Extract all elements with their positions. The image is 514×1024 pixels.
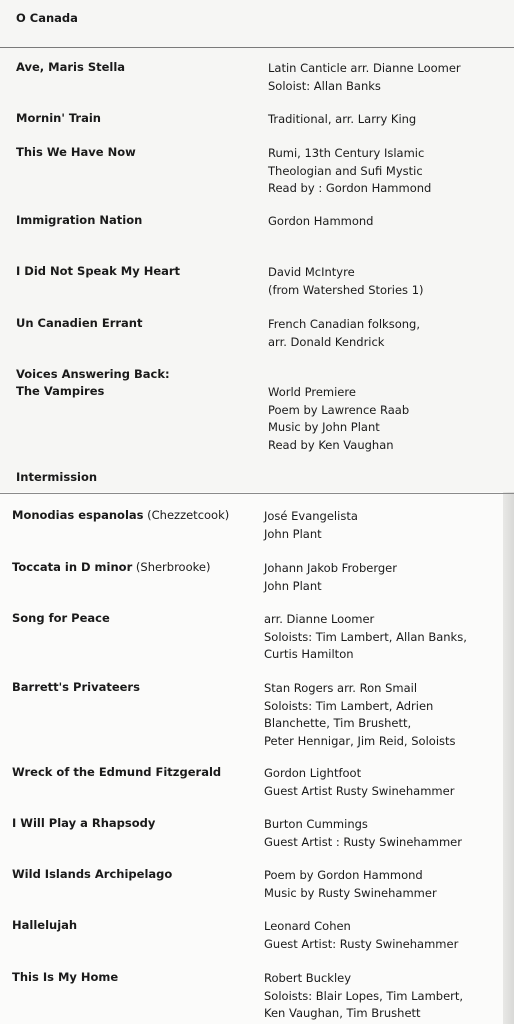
piece-details: [268, 111, 416, 129]
piece-details: [264, 970, 463, 1023]
piece-details: [268, 213, 373, 231]
piece-detail-line: Ken Vaughan, Tim Brushett: [264, 1006, 421, 1020]
piece-detail-line: (from Watershed Stories 1): [268, 282, 424, 297]
piece-detail-line: John Plant: [264, 578, 322, 593]
piece-detail-line: Peter Hennigar, Jim Reid, Soloists: [264, 733, 456, 748]
piece-detail-line: Guest Artist Rusty Swinehammer: [264, 783, 455, 798]
piece-detail-line: Poem by Gordon Hammond: [264, 868, 423, 882]
piece-title: [12, 560, 210, 574]
piece-details: [264, 560, 397, 595]
piece-detail-line: Music by Rusty Swinehammer: [264, 885, 437, 900]
piece-details: [264, 867, 437, 902]
piece-detail-line: Leonard Cohen: [264, 919, 351, 933]
piece-detail-line: Read by Ken Vaughan: [268, 437, 394, 452]
piece-details: [264, 918, 458, 953]
piece-title: Voices Answering Back:: [16, 367, 170, 381]
piece-details: [268, 316, 420, 351]
piece-location: (Sherbrooke): [132, 560, 211, 574]
piece-title: Song for Peace: [12, 611, 110, 625]
piece-detail-line: Burton Cummings: [264, 817, 368, 831]
piece-title: I Did Not Speak My Heart: [16, 264, 181, 278]
anthem-title: O Canada: [16, 11, 78, 25]
piece-details: [264, 611, 467, 664]
intermission-label: Intermission: [16, 470, 98, 484]
piece-detail-line: John Plant: [264, 526, 322, 541]
piece-title: Immigration Nation: [16, 213, 143, 227]
piece-details: [268, 384, 409, 454]
piece-detail-line: Soloist: Allan Banks: [268, 78, 381, 93]
sheet-edge-shadow: [503, 492, 514, 1024]
piece-detail-line: Read by : Gordon Hammond: [268, 181, 432, 195]
piece-detail-line: José Evangelista: [264, 509, 358, 523]
piece-details: [268, 145, 431, 198]
piece-title: Hallelujah: [12, 918, 78, 932]
piece-detail-line: Robert Buckley: [264, 971, 352, 985]
piece-location: (Chezzetcook): [143, 508, 230, 522]
piece-detail-line: Theologian and Sufi Mystic: [268, 163, 423, 178]
piece-detail-line: Guest Artist : Rusty Swinehammer: [264, 834, 462, 849]
piece-detail-line: Soloists: Tim Lambert, Allan Banks,: [264, 629, 467, 644]
piece-detail-line: Traditional, arr. Larry King: [268, 112, 417, 126]
piece-detail-line: Soloists: Tim Lambert, Adrien: [264, 698, 434, 713]
piece-title: This We Have Now: [16, 145, 136, 159]
piece-detail-line: Gordon Hammond: [268, 214, 374, 228]
piece-title: Wild Islands Archipelago: [12, 867, 173, 881]
piece-details: [268, 264, 424, 299]
piece-detail-line: Stan Rogers arr. Ron Smail: [264, 681, 418, 695]
piece-title: Un Canadien Errant: [16, 316, 143, 330]
intermission-divider: [0, 493, 514, 494]
piece-title: This Is My Home: [12, 970, 119, 984]
piece-details: [264, 508, 358, 543]
piece-detail-line: Rumi, 13th Century Islamic: [268, 146, 425, 160]
piece-title: [12, 508, 229, 522]
piece-title-line2: The Vampires: [16, 384, 105, 398]
piece-detail-line: French Canadian folksong,: [268, 317, 420, 331]
piece-title: Ave, Maris Stella: [16, 60, 126, 74]
piece-title: Mornin' Train: [16, 111, 101, 125]
piece-title-text: Toccata in D minor: [12, 560, 133, 574]
piece-detail-line: Gordon Lightfoot: [264, 766, 362, 780]
piece-detail-line: arr. Dianne Loomer: [264, 612, 375, 626]
piece-title-text: Monodias espanolas: [12, 508, 144, 522]
piece-detail-line: Soloists: Blair Lopes, Tim Lambert,: [264, 988, 464, 1003]
piece-details: [264, 816, 462, 851]
piece-detail-line: World Premiere: [268, 385, 356, 399]
top-divider: [0, 47, 514, 48]
piece-detail-line: Curtis Hamilton: [264, 647, 354, 661]
piece-detail-line: Poem by Lawrence Raab: [268, 402, 410, 417]
piece-title: Wreck of the Edmund Fitzgerald: [12, 765, 222, 779]
piece-detail-line: Blanchette, Tim Brushett,: [264, 716, 412, 730]
piece-detail-line: Guest Artist: Rusty Swinehammer: [264, 936, 459, 951]
piece-detail-line: Latin Canticle arr. Dianne Loomer: [268, 61, 461, 75]
piece-detail-line: arr. Donald Kendrick: [268, 334, 385, 349]
piece-title: Barrett's Privateers: [12, 680, 140, 694]
piece-detail-line: Music by John Plant: [268, 420, 380, 434]
piece-detail-line: Johann Jakob Froberger: [264, 561, 397, 575]
piece-detail-line: David McIntyre: [268, 265, 355, 279]
piece-details: [268, 60, 461, 95]
piece-details: [264, 765, 454, 800]
piece-details: [264, 680, 456, 750]
piece-title: I Will Play a Rhapsody: [12, 816, 156, 830]
